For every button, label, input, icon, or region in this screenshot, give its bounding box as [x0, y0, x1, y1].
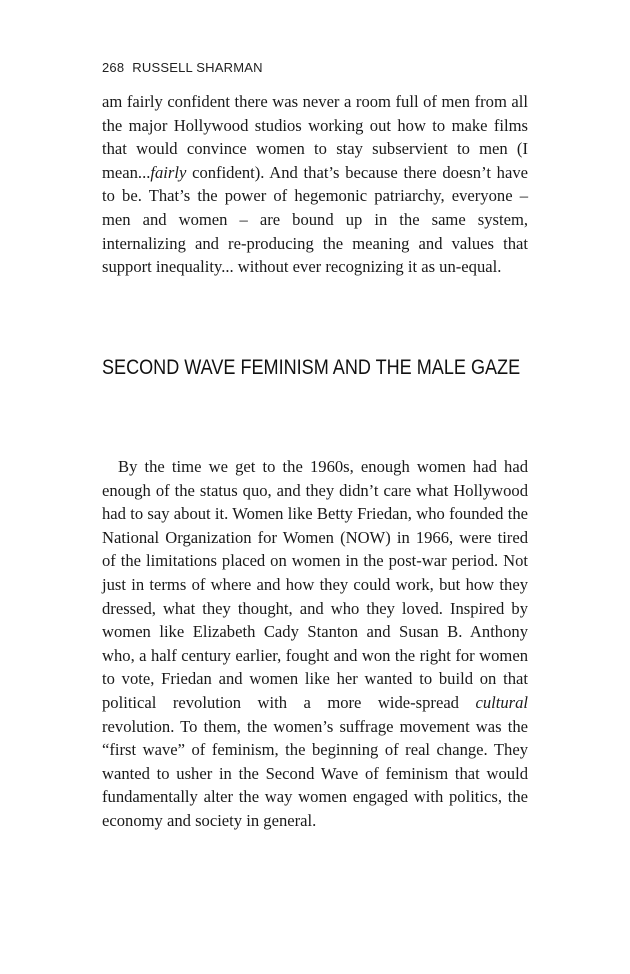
emphasis-text: cultural: [475, 692, 528, 712]
paragraph-text: confident). And that’s because there doesn’t have to be. That’s the power of hegemonic patriarchy, everyone – men and women – are bound up in the same system, internalizing and re-producing the meaning and values that support inequality... without ever recognizing it as un-equal.: [102, 162, 528, 277]
paragraph-text: revolution. To them, the women’s suffrage movement was the “first wave” of feminism, the beginning of real change. They wanted to usher in the Second Wave of feminism that would fundamentally alter the way women engaged with politics, the economy and society in general.: [102, 716, 528, 830]
page-number: 268: [102, 60, 125, 75]
emphasis-text: fairly: [150, 162, 187, 182]
author-name: RUSSELL SHARMAN: [132, 60, 263, 75]
paragraph-second-wave: [102, 455, 528, 833]
paragraph-continued: [102, 90, 528, 279]
running-header: [102, 60, 263, 75]
paragraph-text: am fairly confident there was never a room full of men from all the major Hollywood studios working out how to make films that would convince women to stay subservient to men (I mean...: [102, 92, 528, 182]
section-heading: SECOND WAVE FEMINISM AND THE MALE GAZE: [102, 356, 521, 379]
paragraph-text: By the time we get to the 1960s, enough women had had enough of the status quo, and they didn’t care what Hollywood had to say about it. Women like Betty Friedan, who founded the National Organization for Women (NOW) in 1966, were tired of the limitations placed on women in the post-war period. Not just in terms of where and how they could work, but how they dressed, what they thought, and who they loved. Inspired by women like Elizabeth Cady Stanton and Susan B. Anthony who, a half century earlier, fought and won the right for women to vote, Friedan and women like her wanted to build on that political revolution with a more wide-spread: [102, 457, 528, 712]
